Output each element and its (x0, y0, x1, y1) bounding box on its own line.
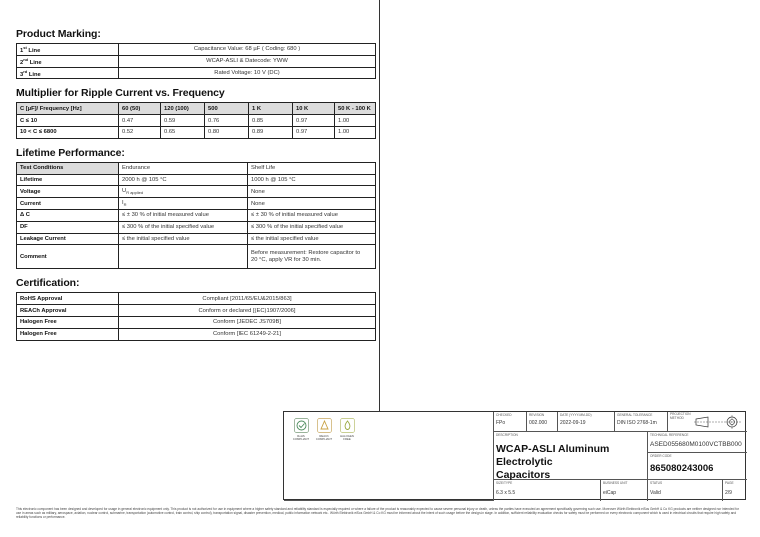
marking-line-value: WCAP-ASLI & Datecode: YWW (119, 55, 376, 67)
product-description: WCAP-ASLI Aluminum Electrolytic Capacitors (496, 443, 610, 481)
table-cell: 0.47 (119, 115, 161, 127)
table-cell: 1000 h @ 105 °C (248, 174, 376, 186)
row-label: Leakage Current (17, 233, 119, 245)
table-row (17, 305, 376, 317)
table-cell: None (248, 198, 376, 210)
column-header: C [µF]/ Frequency [Hz] (17, 103, 119, 115)
row-label: 10 < C ≤ 6800 (17, 126, 119, 138)
row-label: Δ C (17, 209, 119, 221)
table-cell: 0.65 (161, 126, 205, 138)
product-marking-section (16, 28, 376, 79)
table-row (17, 44, 376, 56)
row-label: Halogen Free (17, 328, 119, 340)
ripple-table (16, 102, 376, 138)
table-cell: None (248, 186, 376, 198)
table-cell: 0.59 (161, 115, 205, 127)
table-row (17, 221, 376, 233)
lifetime-title: Lifetime Performance: (16, 146, 125, 159)
table-cell: 0.76 (205, 115, 249, 127)
column-header: 120 (100) (161, 103, 205, 115)
projection-cell: PROJECTION METHOD (668, 412, 747, 432)
table-cell: ≤ ± 30 % of initial measured value (248, 209, 376, 221)
table-cell: 0.89 (249, 126, 293, 138)
table-cell: 0.52 (119, 126, 161, 138)
column-header: 1 K (249, 103, 293, 115)
legal-disclaimer: This electronic component has been designed and developed for usage in general electronic equipment only. This product is not authorized for use in equipment where a higher safety standard and reliability standard is especially required or where a failure of the product is reasonably expected to cause severe personal injury or death, unless the parties have executed an agreement specifically governing such use. Moreover Würth Elektronik eiSos GmbH & Co KG products are neither designed nor intended for use in areas such as military, aerospace, aviation, nuclear control, submarine, transportation (automotive control, train control, ship control), transportation signal, disaster prevention, medical, public information network etc.. Würth Elektronik eiSos GmbH & Co KG must be informed about the intent of such usage before the design-in stage. In addition, sufficient reliability evaluation checks for safety must be performed on every electronic component which is used in electrical circuits that require high safety and reliability functions or performance. (16, 507, 739, 520)
marking-line-label: 2nd Line (17, 55, 119, 67)
reach-icon (317, 418, 332, 433)
reach-icon-label: REACh COMPLIANT (315, 434, 333, 442)
certification-table (16, 292, 376, 340)
table-cell: Conform [IEC 61249-2-21] (119, 328, 376, 340)
lifetime-table (16, 162, 376, 270)
table-row (17, 245, 376, 269)
marking-line-label: 3rd Line (17, 67, 119, 79)
column-header: 60 (50) (119, 103, 161, 115)
techref-cell: TECHNICAL REFERENCE ASED055680M0100VCTBB000 (648, 432, 747, 453)
row-label: Halogen Free (17, 316, 119, 328)
column-header: 10 K (293, 103, 335, 115)
table-cell: 0.80 (205, 126, 249, 138)
table-cell: $U_{R applied}$ (119, 186, 248, 198)
description-cell: DESCRIPTION WCAP-ASLI Aluminum Electrolytic Capacitors (494, 432, 648, 480)
row-label: Comment (17, 245, 119, 269)
table-cell: $I_R$ (119, 198, 248, 210)
row-label: REACh Approval (17, 305, 119, 317)
column-header: Shelf Life (248, 162, 376, 174)
page-divider (379, 0, 380, 412)
ripple-section (16, 87, 376, 138)
product-marking-title: Product Marking: (16, 28, 101, 40)
table-row (17, 293, 376, 305)
table-row (17, 55, 376, 67)
table-cell: 0.85 (249, 115, 293, 127)
marking-line-label: 1st Line (17, 44, 119, 56)
table-header-row (17, 162, 376, 174)
table-cell: Conform [JEDEC JS709B] (119, 316, 376, 328)
table-row (17, 316, 376, 328)
status-cell: STATUS Valid (648, 480, 723, 501)
row-label: Current (17, 198, 119, 210)
table-row (17, 186, 376, 198)
business-unit-cell: BUSINESS UNIT eiCap (601, 480, 648, 501)
table-cell (119, 245, 248, 269)
rohs-icon (294, 418, 309, 433)
column-header: 500 (205, 103, 249, 115)
checked-cell: CHECKED FPo (494, 412, 527, 432)
table-row (17, 233, 376, 245)
title-block (283, 411, 746, 500)
table-cell: ≤ the initial specified value (119, 233, 248, 245)
certification-section (16, 277, 376, 340)
table-cell: 2000 h @ 105 °C (119, 174, 248, 186)
row-label: C ≤ 10 (17, 115, 119, 127)
revision-cell: REVISION 002.000 (527, 412, 558, 432)
tolerance-cell: GENERAL TOLERANCE DIN ISO 2768-1m (615, 412, 668, 432)
ripple-title: Multiplier for Ripple Current vs. Frequency (16, 87, 225, 100)
table-header-row (17, 103, 376, 115)
column-header: 50 K - 100 K (335, 103, 376, 115)
column-header: Test Conditions (17, 162, 119, 174)
size-cell: SIZE/TYPE 6.3 x 5.5 (494, 480, 601, 501)
page-cell: PAGE 2/9 (725, 481, 734, 496)
table-cell: Compliant [2011/65/EU&2015/863] (119, 293, 376, 305)
table-cell: ≤ 300 % of the initial specified value (248, 221, 376, 233)
marking-line-value: Capacitance Value: 68 µF ( Coding: 680 ) (119, 44, 376, 56)
projection-method-icon (694, 414, 744, 430)
row-label: Voltage (17, 186, 119, 198)
datasheet-content (16, 28, 376, 349)
date-cell: DATE (YYYY-MM-DD) 2022-09-19 (558, 412, 615, 432)
row-label: DF (17, 221, 119, 233)
table-cell: Conform or declared [(EC)1907/2006] (119, 305, 376, 317)
table-cell: ≤ 300 % of the initial specified value (119, 221, 248, 233)
table-row (17, 115, 376, 127)
table-cell: 0.97 (293, 115, 335, 127)
table-row (17, 328, 376, 340)
table-row (17, 198, 376, 210)
halogen-icon-label: HALOGEN FREE (340, 434, 354, 442)
certification-title: Certification: (16, 277, 80, 290)
table-cell: 0.97 (293, 126, 335, 138)
row-label: RoHS Approval (17, 293, 119, 305)
table-cell: ≤ ± 30 % of initial measured value (119, 209, 248, 221)
rohs-icon-label: RoHS COMPLIANT (292, 434, 310, 442)
table-cell: 1.00 (335, 126, 376, 138)
table-cell: ≤ the initial specified value (248, 233, 376, 245)
product-marking-table (16, 43, 376, 79)
halogen-free-icon (340, 418, 355, 433)
lifetime-section (16, 147, 376, 270)
table-row (17, 209, 376, 221)
table-cell: Before measurement: Restore capacitor to 20 °C, apply VR for 30 min. (248, 245, 376, 269)
compliance-icons-area (284, 412, 494, 501)
table-row (17, 67, 376, 79)
table-row (17, 174, 376, 186)
marking-line-value: Rated Voltage: 10 V (DC) (119, 67, 376, 79)
row-label: Lifetime (17, 174, 119, 186)
table-row (17, 126, 376, 138)
column-header: Endurance (119, 162, 248, 174)
order-code-cell: ORDER CODE 865080243006 (648, 453, 747, 480)
table-cell: 1.00 (335, 115, 376, 127)
